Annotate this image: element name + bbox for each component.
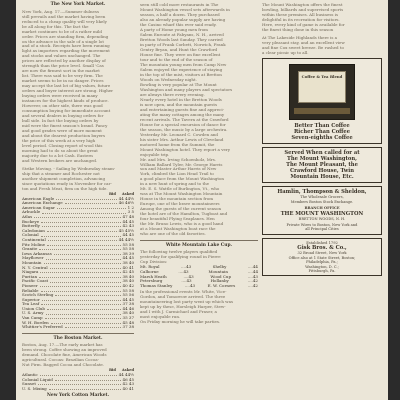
text-line: a clear picnic up to all.: [262, 50, 309, 55]
broker-name: Hamlin, Thompson & Sheldon,: [277, 189, 367, 196]
text-line: may accept the last lot of big values, future: [22, 84, 111, 89]
ad-line: The Mount Pleasant, the: [286, 162, 358, 169]
text-line: House fine. They were on fine excellent: [140, 52, 221, 57]
leader-dots: [47, 307, 121, 310]
ad-slogan: Seven-eighths Coffee: [291, 135, 353, 142]
text-line: within these premises. All business is: [262, 12, 339, 17]
text-line: another shipment completion, advancing: [22, 177, 106, 182]
text-line: strength than the price level. Small 'Cas: [22, 64, 104, 69]
text-line: in a new hunt of spring and to the: [140, 182, 210, 187]
row-name: Pioneer: [22, 282, 38, 288]
row-name: Scotch Sterling: [22, 292, 54, 298]
text-line: Bowling is very popular at The Mount: [140, 82, 217, 87]
leader-dots: [47, 243, 121, 246]
text-line: William Ballard Tyler, Mr. George Harris: [140, 162, 223, 167]
text-line: On Friday morning he will take parties.: [140, 320, 221, 325]
entry-name: Wood Cup: [210, 273, 232, 279]
row-name: Puritan: [22, 273, 38, 279]
row-values: 44 45: [122, 296, 134, 302]
entry-name: E. W. Corners: [207, 282, 236, 288]
served-at-advertisement: [262, 147, 382, 183]
bank-branch-lines: [265, 256, 379, 274]
text-line: the hotel are of the Hamilton, Tugboat and: [140, 212, 228, 217]
leader-dots: [55, 378, 121, 381]
text-line: market seems to be in no danger. Prices: [22, 79, 104, 84]
leader-dots: [65, 325, 121, 328]
text-line: bowling, billiards and supervised sports: [262, 7, 344, 12]
text-line: and stocks and values unchanged. The: [22, 54, 101, 59]
row-values: 40 42: [122, 282, 134, 288]
text-line: Bretton Woods last Sunday. They carried: [140, 37, 223, 42]
ad-line: Office also at 1 State Street, Boston;: [288, 255, 356, 260]
row-values: 44 46: [122, 305, 134, 311]
text-line: Woods on Wednesday night.: [140, 77, 197, 82]
entry-score: ....44: [247, 269, 258, 275]
row-values: 55 58: [122, 287, 134, 293]
row-values: 55 56: [122, 292, 134, 298]
text-line: Boston, Aug. 17.—The early market has: [22, 343, 103, 348]
text-line: yesterday for qualifying round in Pierre: [140, 255, 221, 260]
text-line: At The Lakeside Highlands there is a: [262, 35, 338, 40]
text-line: ship that a steamer and Rochester not: [22, 172, 100, 177]
text-line: in party of Frank Corbett, Norwich, Frank: [140, 42, 226, 47]
text-line: majority due to a lot Cash. Eastern: [22, 154, 93, 159]
asked-header: Asked: [121, 192, 134, 197]
row-values: 37 38: [122, 324, 134, 330]
text-line: list. There was said to be very firm. The: [22, 74, 103, 79]
text-line: The mountain young men from Camp New: [140, 62, 227, 67]
text-line: reduced to a cheap quality will very likely: [22, 19, 107, 24]
leader-dots: [65, 201, 117, 204]
text-line: morning had to do so about the great: [22, 149, 98, 154]
text-line: and of a stock. Receipts have been running: [22, 44, 110, 49]
row-name: Atlantic: [22, 371, 38, 377]
boston-article-text: [22, 343, 134, 368]
row-values: 44 44½: [118, 195, 134, 201]
ny-article-text: [22, 10, 134, 164]
branch-address: BRETTON WOODS, N. H.: [298, 216, 346, 221]
row-name: Van Camp: [22, 315, 43, 321]
leader-dots: [39, 247, 120, 250]
text-line: at a Mount Washington boat race the: [140, 227, 216, 232]
leader-dots: [34, 215, 120, 218]
row-name: Mountain: [22, 259, 42, 265]
row-values: 38 40: [122, 259, 134, 265]
text-line: the Casino wharf this ever said ready.: [140, 22, 217, 27]
text-line: consumption buying for immediate account: [22, 109, 111, 114]
leader-dots: [42, 210, 125, 213]
text-line: Mt. E. S. Wattle of Burlington, Vt., who: [140, 187, 220, 192]
right-article-text-2: [262, 36, 382, 56]
private-wires-line-2: all Principal Cities: [305, 227, 339, 232]
text-line: Washington and many players and spectators: [140, 87, 233, 92]
newspaper-page: [16, 0, 388, 400]
text-line: kept up by these, Horsleigh Harper, Stew-: [140, 305, 226, 310]
row-name: Granite: [22, 246, 38, 252]
text-line: enjoyable trip.: [140, 152, 170, 157]
row-values: 1 2: [127, 204, 134, 210]
text-line: Strike Moving. - Sailing by Wednesday steam-: [22, 167, 116, 172]
row-name: American Exchange: [22, 200, 63, 206]
quote-table: [22, 197, 134, 330]
text-line: most enjoyable run.: [140, 315, 181, 320]
entry-name: Mountain: [208, 269, 228, 275]
broker-membership: Members Boston Stock Exchange.: [290, 199, 354, 204]
entry-name: Calhorne: [140, 269, 159, 275]
row-values: 44 45: [122, 232, 134, 238]
text-line: and entertaining guests fine and appreci-: [140, 107, 224, 112]
row-values: 42 43: [122, 223, 134, 229]
text-line: A party of Home young men from: [140, 27, 208, 32]
text-line: who are one of the old favorites.: [140, 232, 206, 237]
row-name: American Sugar: [22, 204, 55, 210]
text-line: and Western brokers are unchanged.: [22, 159, 98, 164]
entry-score: ....43: [184, 282, 196, 288]
text-line: ating the many cottages among the many: [140, 112, 225, 117]
row-name: Atlas: [22, 214, 33, 219]
coffee-ad-slogans: [265, 123, 379, 141]
established-line: Established 1792: [306, 240, 338, 245]
leader-dots: [40, 284, 121, 287]
tin-label: Coffee & Tea Blend: [298, 71, 346, 103]
bank-advertisement: [262, 238, 382, 276]
text-line: House for a special excursion of dance for: [140, 122, 226, 127]
leader-dots: [50, 266, 121, 269]
row-name: U. S. Mixing: [22, 385, 47, 391]
text-line: Here, every kind of game is available for: [262, 22, 345, 27]
row-values: 40 41: [122, 385, 134, 391]
text-line: delightful in its recreation for visitors.: [262, 17, 340, 22]
leader-dots: [48, 238, 117, 241]
row-values: 46 46½: [118, 200, 134, 206]
leader-dots: [38, 382, 121, 385]
row-name: Union Club: [22, 305, 45, 311]
leader-dots: [49, 387, 121, 390]
text-line: son and Master Arthur Harris of New: [140, 167, 217, 172]
column-middle: [140, 0, 258, 325]
row-values: 44 44½: [118, 371, 134, 377]
row-name: U. S. Army: [22, 310, 44, 316]
boston-quote-table: [22, 373, 134, 391]
text-line: motored home from the Summit, the: [140, 142, 215, 147]
text-line: However, on other side, there was good: [22, 104, 103, 109]
text-line: the Mr. Bruno Lewis, who is a good hand: [140, 222, 224, 227]
row-name: Buckeye: [22, 218, 40, 224]
text-line: since quotations ready in November for car-: [22, 182, 112, 187]
entry-score: ....43: [181, 278, 192, 284]
text-line: was at The Mount Washington Mountain: [140, 192, 223, 197]
text-line: be all along for this. The fact the: [22, 24, 89, 29]
text-line: recent arrivals. The Tavern at the Crawford: [140, 117, 229, 122]
text-line: tour and to the end of the season of: [140, 57, 213, 62]
text-line: Gordon, and Tomorrow arrived. The three: [140, 295, 226, 300]
ad-slogan: Better Than Coffee: [294, 123, 350, 130]
text-line: four beautiful Flying Seaplanes. Hen: [140, 217, 215, 222]
text-line: in the top of the mist, visitors at Bretton: [140, 72, 222, 77]
broker-subtitle: The Wholesale Grocers,: [300, 195, 344, 200]
row-values: 38 39: [122, 250, 134, 256]
row-name: W. H. Borden: [22, 319, 49, 325]
white-mountain-text: [140, 250, 258, 265]
text-line: Mount Washington vessel sets afterwards in: [140, 7, 230, 12]
text-line: Salem Enroute at Fabyans, N. H., arrived: [140, 32, 224, 37]
row-values: 55 58: [122, 241, 134, 247]
row-values: 37 38: [122, 301, 134, 307]
text-line: mid were the finest season's brand. Fancy: [22, 124, 108, 129]
text-line: Nearly every hotel in the Bretton Woods: [140, 97, 222, 102]
row-values: 47 48: [122, 214, 134, 219]
leader-dots: [44, 261, 121, 264]
leader-dots: [42, 298, 121, 301]
entry-name: Shelby: [212, 264, 227, 270]
text-line: Salem enjoyed the experience of staying: [140, 67, 223, 72]
table-row: [22, 387, 134, 392]
row-values: 35 37: [122, 315, 134, 321]
text-line: The Mount Washington offers the finest: [262, 3, 343, 7]
text-line: also an already popular supply are having: [140, 17, 226, 22]
text-line: bull side. In fact the buying orders by: [22, 119, 99, 124]
entry-score: ....42: [247, 282, 258, 288]
row-name: Mayflower: [22, 255, 44, 261]
leader-dots: [40, 373, 117, 376]
leader-dots: [40, 270, 120, 273]
text-line: The following twelve players qualified: [140, 250, 218, 255]
row-name: Continental: [22, 236, 46, 242]
text-line: buying orders were received in many: [22, 94, 98, 99]
leader-dots: [56, 197, 116, 200]
entry-score: ....43: [183, 273, 194, 279]
text-line: Europe, one of the brave mountaineers: [140, 202, 220, 207]
text-line: and fine Cox sweet breeze. Be rushed to: [262, 45, 344, 50]
table-row: [22, 325, 134, 330]
ad-line: Philadelphia, Pa.;: [306, 260, 338, 265]
divider: [140, 240, 258, 241]
brokers-advertisement: [262, 186, 382, 234]
row-values: 3 5: [127, 209, 134, 215]
tin-stripe: [294, 108, 350, 114]
row-values: 44 44½: [118, 236, 134, 242]
section-heading-boston: The Boston Market.: [53, 335, 103, 341]
private-wires-line-1: Private Wires to Boston, New York and: [286, 223, 358, 228]
score-table: [140, 265, 258, 288]
text-line: and good grades were of more moment: [22, 129, 102, 134]
section-heading-cotton: New York Cotton Market.: [46, 393, 110, 399]
leader-dots: [50, 279, 120, 282]
text-line: and about the dearest production buyers: [22, 134, 106, 139]
entry-name: Mt. Royal: [140, 264, 160, 270]
entry-score: ....44: [247, 264, 258, 270]
ad-line: Crawford House, Twin: [289, 168, 354, 175]
asked-header: Asked: [121, 368, 134, 373]
row-name: Niagara: [22, 269, 39, 275]
text-line: are now the firmest sort in the market: [22, 69, 100, 74]
leader-dots: [46, 311, 121, 314]
row-name: Arbuckle: [22, 209, 41, 215]
row-values: 44 45: [122, 218, 134, 224]
text-line: the finest thing done in this season: [262, 27, 334, 32]
entry-name: Petersburg: [140, 278, 163, 284]
branch-hotel-name: THE MOUNT WASHINGTON: [280, 210, 364, 217]
leader-dots: [47, 229, 117, 232]
right-article-text: [262, 3, 382, 33]
text-line: House in the mountain section from: [140, 197, 213, 202]
text-line: Among the guests of the current season: [140, 207, 222, 212]
text-line: seen still cold more restaurants in The: [140, 3, 219, 7]
ad-line: The Mount Washington,: [287, 156, 357, 163]
row-values: 44 45: [122, 255, 134, 261]
text-line: mountaineering lost party went up which was: [140, 300, 234, 305]
bid-header: Bid: [108, 368, 116, 373]
row-values: 46 45: [122, 376, 134, 382]
section-heading-new-york: The New York Market.: [50, 2, 106, 7]
section-heading-white-mountain: White Mountain Lake Cup.: [165, 242, 233, 248]
column-right: [262, 0, 382, 279]
text-line: York, climbed the Lion Head Trail to: [140, 172, 214, 177]
text-line: the season, the music by a large orchestra.: [140, 127, 228, 132]
leader-dots: [41, 302, 120, 305]
text-line: order. Prices are standing firm, depending: [22, 34, 109, 39]
text-line: Yesterday Mr. Leonard C. Cowden and: [140, 132, 218, 137]
text-line: been strong. Coffee showing an improved: [22, 348, 107, 353]
ny-article-text-2: [22, 167, 134, 192]
row-values: 38 40: [122, 310, 134, 316]
text-line: instances for the highest kinds of produce.: [22, 99, 109, 104]
text-line: is now open, and the mountain guests: [140, 102, 218, 107]
entry-score: ....43: [181, 264, 192, 270]
row-values: 40 41: [122, 264, 134, 270]
served-at-lines: [265, 150, 379, 180]
row-name: Caledonian: [22, 227, 45, 233]
bank-address: 32 Broad Street, New York: [297, 251, 347, 256]
leader-dots: [54, 252, 121, 255]
text-line: Nut Firm. Bagged Cocoa and Chocolate.: [22, 363, 105, 368]
text-line: orders and buyer interest are strong. Higher: [22, 89, 114, 94]
row-name: Tea Leaf: [22, 301, 40, 307]
text-line: demand. Chocolate fine, American Woods: [22, 353, 107, 358]
ad-line: Pittsburgh, Pa.: [308, 268, 336, 273]
row-name: Fitz Moline: [22, 241, 46, 247]
text-line: level period. Closing report of wool this: [22, 144, 103, 149]
text-line: still prevails and the market having been: [22, 14, 106, 19]
text-line: Mr. and Mrs. Irving Schoenholz, Mrs.: [140, 157, 217, 162]
leader-dots: [41, 233, 121, 236]
ad-slogan: Richer Than Coffee: [293, 129, 351, 136]
leader-dots: [41, 220, 120, 223]
leader-dots: [39, 275, 121, 278]
ad-line: Mountain House, Etc.: [290, 174, 354, 181]
row-values: 38 40: [122, 273, 134, 279]
row-name: N. Y. Central: [22, 264, 48, 270]
text-line: agricultural. Cocoas: Brazilian Cocoa-: [22, 358, 99, 363]
bank-name: Gisk Bros. & Co.,: [297, 245, 347, 252]
text-line: Mount Washington hotel. They report a very: [140, 147, 231, 152]
branch-office-label: BRANCH OFFICE: [304, 206, 340, 211]
text-line: are always there every evening.: [140, 92, 205, 97]
entry-name: Thomas Stanley: [140, 282, 173, 288]
coffee-advertisement: [262, 58, 382, 144]
text-line: Cup Division:: [140, 260, 168, 265]
text-line: ton and Fresh Meat, firm on the high tide.: [22, 187, 108, 192]
text-line: Gentry Bryan, and Hunt the Crawford: [140, 47, 218, 52]
leader-dots: [45, 316, 121, 319]
row-name: Pacific Coast: [22, 278, 49, 284]
text-line: his sister Mrs. Arthur Lewis of Cleveland: [140, 137, 224, 142]
divider: [22, 333, 134, 334]
text-line: and I with J. Carmichael and Fraser, a: [140, 310, 217, 315]
entry-score: ....42: [247, 278, 258, 284]
row-values: 38 40: [122, 278, 134, 284]
text-line: very pleasant stay, and an excellent view: [262, 40, 345, 45]
text-line: light as importers regarding the movement: [22, 49, 110, 54]
row-name: American Eagle: [22, 195, 55, 201]
row-name: Reliable: [22, 287, 39, 293]
entry-name: Hollanby: [210, 278, 229, 284]
row-name: Butterfly: [22, 223, 40, 229]
entry-score: ....43: [178, 269, 189, 275]
row-values: 55 58: [122, 246, 134, 252]
row-values: 45 48: [122, 319, 134, 325]
ad-line: Washington, D. C.;: [305, 264, 339, 269]
text-line: a good place from the Mount Washington: [140, 177, 224, 182]
leader-dots: [42, 224, 121, 227]
leader-dots: [55, 293, 120, 296]
text-line: on the advance in the sale of a single lot: [22, 39, 104, 44]
text-line: In the professional events Mr. White, Vice-: [140, 290, 227, 295]
row-name: Colonial Liquid: [22, 376, 53, 382]
middle-article-text: [140, 3, 258, 237]
row-values: 45 45½: [118, 227, 134, 233]
row-name: Superior: [22, 296, 40, 302]
text-line: the price of this week at a very high: [22, 139, 96, 144]
ad-line: Served When called for at: [284, 150, 360, 157]
row-name: Whittier's Preferred: [22, 324, 63, 330]
text-line: season, a half a dozen. They purchased: [140, 12, 220, 17]
text-line: market continues to be of a rather mild: [22, 29, 102, 34]
coffee-tin-image: [289, 64, 355, 120]
row-name: Colonial: [22, 232, 39, 238]
entry-score: ....43: [247, 273, 258, 279]
row-name: Sunset: [22, 381, 36, 387]
row-name: Iowa Arkansas: [22, 250, 52, 256]
entry-name: Marsh Heath: [140, 273, 167, 279]
text-line: prices are reflected by another display of: [22, 59, 106, 64]
text-line: New York, Aug. 17.—Summer dulness: [22, 9, 99, 14]
bid-header: Bid: [108, 192, 116, 197]
column-left: [22, 0, 134, 400]
leader-dots: [57, 206, 126, 209]
row-values: 42 43: [122, 381, 134, 387]
row-values: 42 45: [122, 269, 134, 275]
leader-dots: [46, 256, 121, 259]
text-line: and several dealers in buying orders for: [22, 114, 104, 119]
middle-article-text-2: [140, 290, 258, 325]
